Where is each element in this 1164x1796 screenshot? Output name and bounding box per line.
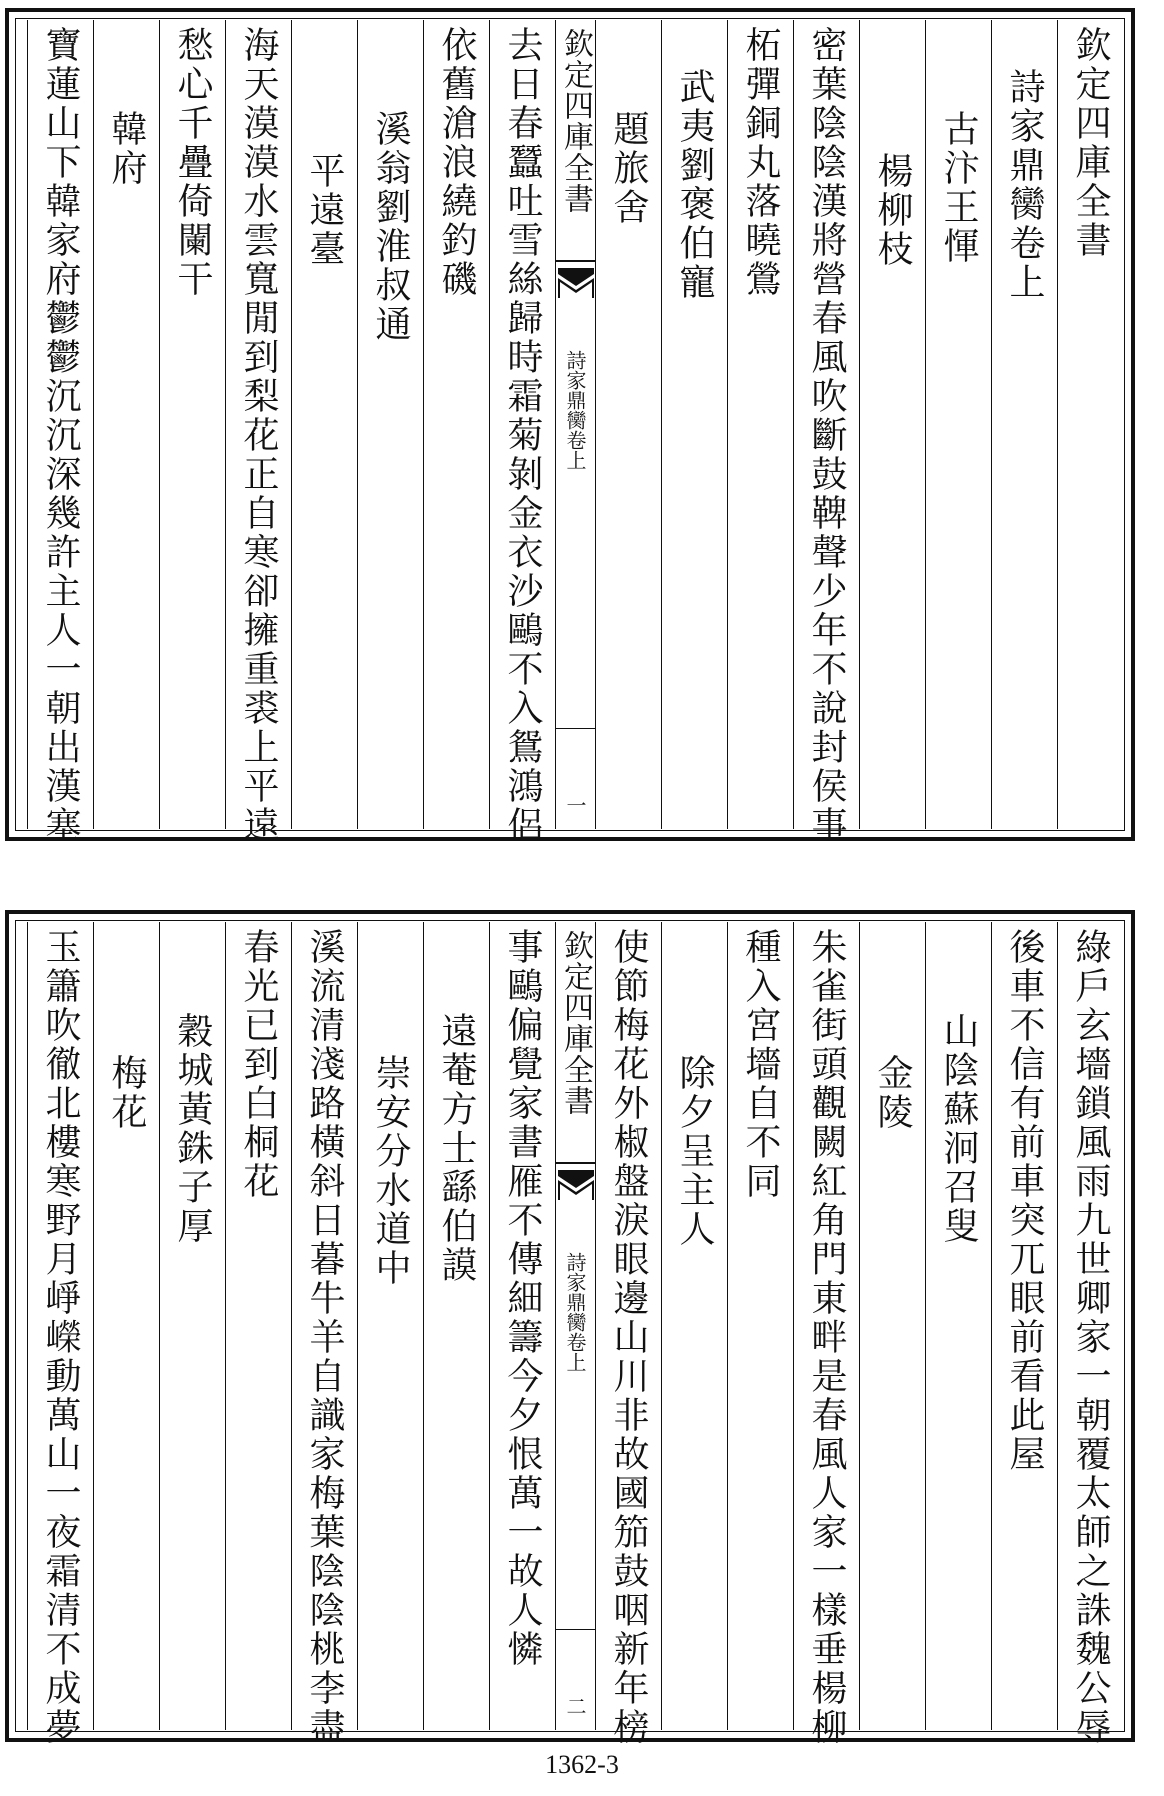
column-text: 楊柳枝 bbox=[872, 152, 913, 269]
fold-book-title bbox=[556, 1252, 595, 1372]
fold-rule bbox=[556, 260, 595, 262]
column-grid bbox=[17, 20, 1123, 845]
fish-tail-mark-icon bbox=[558, 1170, 594, 1200]
column-text: 詩家鼎臠卷上 bbox=[1004, 68, 1045, 302]
text-column bbox=[27, 20, 93, 845]
column-text: 玉簫吹徹北樓寒野月崢嶸動萬山一夜霜清不成夢 bbox=[40, 928, 81, 1747]
column-text: 武夷劉褒伯寵 bbox=[674, 68, 715, 302]
column-text: 依舊滄浪繞釣磯 bbox=[436, 26, 477, 299]
column-text: 金陵 bbox=[872, 1054, 913, 1132]
folio-number: 1362-3 bbox=[545, 1750, 619, 1779]
fold-rule bbox=[556, 728, 595, 730]
fold-rule bbox=[556, 1629, 595, 1631]
text-column bbox=[225, 922, 291, 1730]
fold-page-number: 二 bbox=[563, 1696, 587, 1716]
column-text: 溪流清淺路橫斜日暮牛羊自識家梅葉陰陰桃李盡 bbox=[304, 928, 345, 1747]
text-column bbox=[93, 20, 159, 829]
text-column bbox=[159, 922, 225, 1730]
fold-title: 欽定四庫全書 bbox=[558, 930, 593, 1116]
column-text: 事鷗偏覺家書雁不傳細籌今夕恨萬一故人憐 bbox=[502, 928, 543, 1669]
column-text: 綠戶玄墻鎖風雨九世卿家一朝覆太師之誅魏公辱 bbox=[1070, 928, 1111, 1747]
text-column bbox=[925, 20, 991, 829]
column-text: 崇安分水道中 bbox=[370, 1054, 411, 1288]
text-column bbox=[793, 922, 859, 1747]
column-text: 題旅舍 bbox=[608, 110, 649, 227]
text-column bbox=[1057, 20, 1123, 829]
text-column bbox=[991, 922, 1057, 1730]
column-text: 平遠臺 bbox=[304, 152, 345, 269]
center-fold bbox=[555, 20, 595, 829]
text-column bbox=[793, 20, 859, 845]
text-column bbox=[423, 922, 489, 1730]
column-text: 愁心千疊倚闌干 bbox=[172, 26, 213, 299]
fold-juan: 卷上 bbox=[563, 1332, 587, 1372]
column-text: 春光已到白桐花 bbox=[238, 928, 279, 1201]
fold-rule bbox=[556, 1162, 595, 1164]
column-text: 海天漠漠水雲寬閒到梨花正自寒卻擁重裘上平遠 bbox=[238, 26, 279, 845]
text-column bbox=[727, 20, 793, 829]
text-column bbox=[357, 922, 423, 1730]
text-column bbox=[661, 20, 727, 829]
page-bottom bbox=[5, 910, 1135, 1747]
column-text: 除夕呈主人 bbox=[674, 1054, 715, 1249]
fold-book-name: 詩家鼎臠 bbox=[563, 1252, 587, 1332]
text-column bbox=[661, 922, 727, 1730]
text-column bbox=[1057, 922, 1123, 1747]
text-column bbox=[159, 20, 225, 829]
text-column bbox=[93, 922, 159, 1730]
column-text: 山陰蘇泂召叟 bbox=[938, 1012, 979, 1246]
column-text: 韓府 bbox=[106, 110, 147, 188]
column-text: 使節梅花外椒盤淚眼邊山川非故國笳鼓咽新年榜 bbox=[608, 928, 649, 1747]
text-column bbox=[859, 20, 925, 829]
fish-tail-mark-icon bbox=[558, 268, 594, 298]
column-text: 密葉陰陰漢將營春風吹斷鼓鞞聲少年不說封侯事 bbox=[806, 26, 847, 845]
text-column bbox=[859, 922, 925, 1730]
column-text: 古汴王惲 bbox=[938, 110, 979, 266]
text-column bbox=[595, 20, 661, 829]
text-column bbox=[357, 20, 423, 829]
column-text: 種入宮墻自不同 bbox=[740, 928, 781, 1201]
column-text: 柘彈銅丸落曉鶯 bbox=[740, 26, 781, 299]
text-column bbox=[291, 922, 357, 1747]
fold-book-title bbox=[556, 350, 595, 470]
column-text: 後車不信有前車突兀眼前看此屋 bbox=[1004, 928, 1045, 1474]
text-column bbox=[991, 20, 1057, 829]
column-text: 去日春蠶吐雪絲歸時霜菊剝金衣沙鷗不入鴛鴻侶 bbox=[502, 26, 543, 845]
fold-page-number: 一 bbox=[563, 795, 587, 815]
text-column bbox=[225, 20, 291, 845]
column-text: 溪翁劉淮叔通 bbox=[370, 110, 411, 344]
column-grid bbox=[17, 922, 1123, 1747]
text-column bbox=[595, 922, 661, 1747]
text-column bbox=[727, 922, 793, 1730]
text-column bbox=[489, 20, 555, 845]
fold-book-name: 詩家鼎臠 bbox=[563, 350, 587, 430]
column-text: 梅花 bbox=[106, 1054, 147, 1132]
text-column bbox=[925, 922, 991, 1730]
fold-title: 欽定四庫全書 bbox=[558, 28, 593, 214]
text-column bbox=[291, 20, 357, 829]
column-text: 朱雀街頭觀闕紅角門東畔是春風人家一樣垂楊柳 bbox=[806, 928, 847, 1747]
text-column bbox=[489, 922, 555, 1730]
page-top bbox=[5, 8, 1135, 845]
column-text: 欽定四庫全書 bbox=[1070, 26, 1111, 260]
column-text: 寶蓮山下韓家府鬱鬱沉沉深幾許主人一朝出漢塞 bbox=[40, 26, 81, 845]
column-text: 遠菴方士繇伯謨 bbox=[436, 1012, 477, 1285]
column-text: 穀城黃銖子厚 bbox=[172, 1012, 213, 1246]
text-column bbox=[27, 922, 93, 1747]
fold-juan: 卷上 bbox=[563, 430, 587, 470]
text-column bbox=[423, 20, 489, 829]
center-fold bbox=[555, 922, 595, 1730]
